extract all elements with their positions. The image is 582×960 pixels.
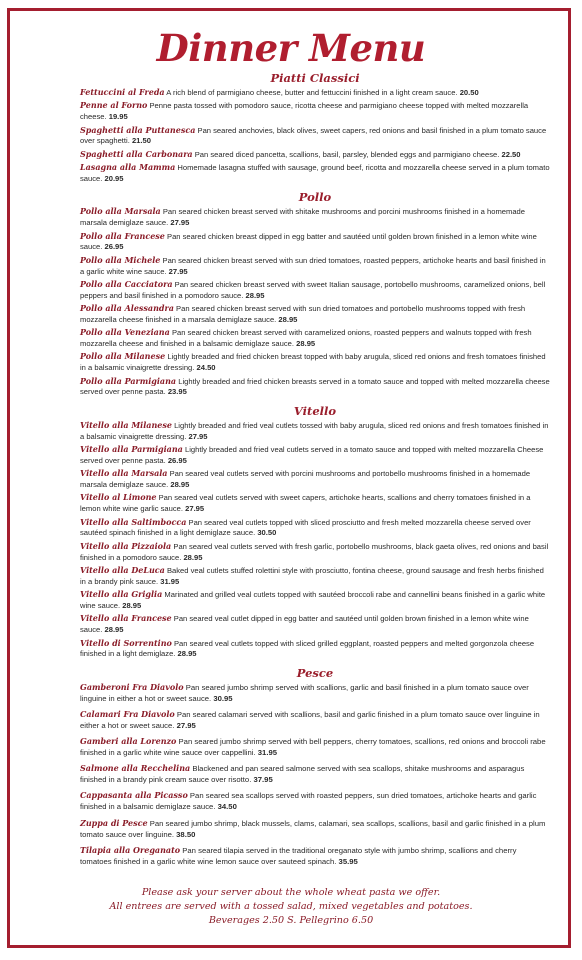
dish-description: Pan seared jumbo shrimp served with scallions, garlic and basil finished in a plum tomato sauce over linguine in either a hot or sweet sauce. xyxy=(80,682,529,703)
dish-price: 28.95 xyxy=(122,600,142,610)
menu-section-pollo xyxy=(80,186,550,398)
menu-item xyxy=(80,468,550,491)
menu-item xyxy=(80,255,550,278)
menu-item xyxy=(80,845,550,867)
menu-item xyxy=(80,100,550,123)
dish-description: Pan seared chicken breast served with shitake mushrooms and porcini mushrooms finished in a homemade marsala demiglaze sauce. xyxy=(80,207,526,228)
dish-name: Vitello al Limone xyxy=(80,492,157,503)
dish-description: Lightly breaded and fried veal cutlets tossed with baby arugula, sliced red onions and fresh tomatoes finished in a balsamic vinaigrette dressing. xyxy=(80,420,549,441)
dish-description: Pan seared veal cutlets served with fresh garlic, portobello mushrooms, black gaeta olives, red onions and basil finished in a pomodoro sauce. xyxy=(80,541,549,562)
dish-price: 35.95 xyxy=(338,856,358,866)
dish-name: Tilapia alla Oreganato xyxy=(80,844,181,855)
menu-item xyxy=(80,420,550,443)
dish-name: Vitello alla Parmigiana xyxy=(80,444,183,455)
dish-price: 19.95 xyxy=(108,112,128,122)
dish-description: Pan seared anchovies, black olives, sweet capers, red onions and basil finished in a plum tomato sauce over spaghetti. xyxy=(80,125,547,146)
footer-line-beverages: Beverages 2.50 S. Pellegrino 6.50 xyxy=(208,915,374,926)
dish-name: Gamberi alla Lorenzo xyxy=(80,736,177,747)
dish-price: 27.95 xyxy=(188,431,208,441)
dish-name: Calamari Fra Diavolo xyxy=(80,708,175,719)
dish-price: 24.50 xyxy=(196,363,216,373)
menu-item xyxy=(80,149,550,161)
menu-section-piatti-classici xyxy=(80,70,550,185)
menu-item xyxy=(80,763,550,785)
dish-name: Spaghetti alla Puttanesca xyxy=(80,124,196,135)
dish-price: 20.50 xyxy=(459,88,479,97)
dish-description: Pan seared chicken breast dipped in egg batter and sautéed until golden brown finished in a lemon white wine sauce. xyxy=(80,231,537,252)
menu-item xyxy=(80,541,550,564)
dish-name: Salmone alla Recchelina xyxy=(80,763,191,774)
menu-item xyxy=(80,790,550,812)
menu-item xyxy=(80,613,550,636)
footer-line-entrees: All entrees are served with a tossed salad, mixed vegetables and potatoes. xyxy=(109,901,473,912)
section-title: Vitello xyxy=(293,403,337,418)
menu-content xyxy=(80,70,550,872)
dish-price: 23.95 xyxy=(167,387,187,397)
dish-name: Cappasanta alla Picasso xyxy=(80,790,188,801)
dish-name: Pollo alla Marsala xyxy=(80,206,161,217)
dish-name: Vitello alla Francese xyxy=(80,613,172,624)
dish-price: 38.50 xyxy=(176,829,196,839)
menu-item xyxy=(80,517,550,540)
menu-item xyxy=(80,736,550,758)
dish-name: Penne al Forno xyxy=(80,100,148,111)
section-title: Pollo xyxy=(298,190,332,205)
menu-item xyxy=(80,638,550,661)
dish-description: Lightly breaded and fried veal cutlets served in a tomato sauce and topped with melted mozzarella Cheese served over penne pasta. xyxy=(80,445,544,465)
menu-item xyxy=(80,231,550,254)
dish-description: Pan seared chicken breast served with caramelized onions, roasted peppers and walnuts topped with fresh mozzarella cheese and finished in a balsamic demiglaze sauce. xyxy=(80,328,532,349)
dish-name: Vitello alla Pizzaiola xyxy=(80,540,172,551)
dish-description: Pan seared veal cutlets served with porcini mushrooms and portobello mushrooms finished in a homemade marsala demiglaze sauce. xyxy=(80,469,531,490)
dish-price: 28.95 xyxy=(170,480,190,490)
dish-price: 27.95 xyxy=(176,720,196,730)
dish-description: Pan seared veal cutlets served with sweet capers, artichoke hearts, scallions and cherry tomatoes finished in a lemon white wine garlic sauce. xyxy=(80,493,531,514)
dish-name: Pollo alla Parmigiana xyxy=(80,375,177,386)
dish-price: 27.95 xyxy=(170,218,190,228)
menu-section-vitello xyxy=(80,400,550,660)
menu-item xyxy=(80,492,550,515)
dish-price: 26.95 xyxy=(104,242,124,252)
dish-price: 28.95 xyxy=(278,314,298,324)
menu-item xyxy=(80,279,550,302)
menu-item xyxy=(80,162,550,185)
dish-name: Fettuccini al Freda xyxy=(80,87,165,97)
menu-item xyxy=(80,589,550,612)
dish-name: Pollo alla Cacciatora xyxy=(80,278,173,289)
dish-description: Pan seared chicken breast served with sun dried tomatoes and portobello mushrooms topped with fresh mozzarella cheese finished in a marsala demiglaze sauce. xyxy=(80,304,526,324)
dish-name: Pollo alla Alessandra xyxy=(80,303,174,314)
menu-item xyxy=(80,125,550,148)
dish-description: Pan seared veal cutlets topped with sliced grilled eggplant, roasted peppers and melted gorgonzola cheese finished in a light demiglaze. xyxy=(80,638,535,659)
dish-description: Pan seared jumbo shrimp, black mussels, clams, calamari, sea scallops, scallions, basil and garlic finished in a plum tomato sauce over linguine. xyxy=(80,818,546,839)
dish-description: Pan seared sea scallops served with roasted peppers, sun dried tomatoes, artichoke hearts and garlic finished in a balsamic demiglaze sauce. xyxy=(80,791,537,812)
menu-item xyxy=(80,206,550,229)
menu-item xyxy=(80,818,550,840)
section-title: Pesce xyxy=(296,665,334,680)
section-title: Piatti Classici xyxy=(270,71,360,85)
menu-item xyxy=(80,565,550,588)
dish-price: 37.95 xyxy=(253,775,273,785)
dish-price: 30.50 xyxy=(257,528,277,538)
dish-price: 34.50 xyxy=(217,802,237,812)
dish-description: Pan seared chicken breast served with sweet Italian sausage, portobello mushrooms, caramelized onions, bell peppers and basil finished in a pomodoro sauce. xyxy=(80,279,546,300)
dish-description: Pan seared chicken breast served with sun dried tomatoes, roasted peppers, artichoke hearts and basil finished in a garlic white wine sauce. xyxy=(80,255,546,276)
menu-item xyxy=(80,87,550,99)
dish-price: 30.95 xyxy=(213,693,233,703)
dish-description: Pan seared jumbo shrimp served with bell peppers, cherry tomatoes, scallions, red onions and broccoli rabe finished in a garlic white wine sauce over cappellini. xyxy=(80,737,546,758)
dish-price: 22.50 xyxy=(501,149,521,159)
dish-name: Pollo alla Veneziana xyxy=(80,327,170,338)
dish-description: Marinated and grilled veal cutlets topped with sautéed broccoli rabe and cannellini beans finished in a garlic white wine sauce. xyxy=(80,590,546,610)
dish-price: 28.95 xyxy=(104,625,124,635)
dish-description: Pan seared tilapia served in the traditional oreganato style with jumbo shrimp, scallions and cherry tomatoes finished in a garlic white wine lemon sauce over sauteed spinach. xyxy=(80,845,517,866)
dish-description: A rich blend of parmigiano cheese, butter and fettuccini finished in a light cream sauce. xyxy=(166,88,458,97)
dish-description: Baked veal cutlets stuffed rolettini style with prosciutto, fontina cheese, ground sausage and fresh herbs finished in a brandy pink sauce. xyxy=(80,565,544,586)
dish-name: Vitello alla Saltimbocca xyxy=(80,516,187,527)
dish-price: 28.95 xyxy=(245,290,265,300)
dish-price: 27.95 xyxy=(168,266,188,276)
dish-description: Blackened and pan seared salmone served with sea scallops, shitake mushrooms and asparagus finished in a brandy pink cream sauce over risotto. xyxy=(80,764,525,785)
dish-price: 26.95 xyxy=(167,455,187,465)
menu-item xyxy=(80,444,550,467)
dish-price: 20.95 xyxy=(104,173,124,183)
dish-description: Pan seared diced pancetta, scallions, basil, parsley, blended eggs and parmigiano cheese. xyxy=(194,149,500,159)
dish-name: Pollo alla Michele xyxy=(80,254,161,265)
dish-name: Vitello di Sorrentino xyxy=(80,637,172,648)
dish-description: Lightly breaded and fried chicken breast topped with baby arugula, sliced red onions and fresh tomatoes finished in a balsamic vinaigrette dressing. xyxy=(80,352,546,373)
dish-name: Lasagna alla Mamma xyxy=(80,162,176,173)
dish-price: 21.50 xyxy=(131,136,151,146)
dish-price: 28.95 xyxy=(177,649,197,659)
dish-name: Pollo alla Milanese xyxy=(80,351,166,362)
menu-title: Dinner Menu xyxy=(156,26,426,70)
menu-item xyxy=(80,709,550,731)
dish-description: Homemade lasagna stuffed with sausage, ground beef, ricotta and mozzarella cheese served in a plum tomato sauce. xyxy=(80,163,550,183)
dish-price: 27.95 xyxy=(185,504,205,514)
menu-section-pesce xyxy=(80,662,550,867)
menu-item xyxy=(80,303,550,326)
menu-item xyxy=(80,682,550,704)
dish-description: Pan seared veal cutlet dipped in egg batter and sautéed until golden brown finished in a lemon white wine sauce. xyxy=(80,614,529,635)
footer-line-wheat-pasta: Please ask your server about the whole wheat pasta we offer. xyxy=(141,887,441,898)
dish-name: Vitello alla DeLuca xyxy=(80,564,165,575)
dish-name: Pollo alla Francese xyxy=(80,230,165,241)
menu-footer xyxy=(0,886,582,928)
dish-name: Gamberoni Fra Diavolo xyxy=(80,681,184,692)
dish-price: 31.95 xyxy=(257,748,278,758)
menu-item xyxy=(80,351,550,374)
dish-price: 28.95 xyxy=(296,339,316,349)
dish-name: Zuppa di Pesce xyxy=(80,817,148,828)
dish-description: Pan seared calamari served with scallions, basil and garlic finished in a plum tomato sauce over linguine in either a hot or sweet sauce. xyxy=(80,709,540,730)
dish-price: 31.95 xyxy=(160,576,180,586)
dish-price: 28.95 xyxy=(183,552,203,562)
dish-name: Vitello alla Griglia xyxy=(80,589,163,600)
dish-name: Vitello alla Marsala xyxy=(80,468,168,479)
dish-description: Penne pasta tossed with pomodoro sauce, ricotta cheese and parmigiano cheese topped with melted mozzarella cheese. xyxy=(80,101,529,122)
dish-name: Vitello alla Milanese xyxy=(80,419,172,430)
dish-name: Spaghetti alla Carbonara xyxy=(80,148,193,159)
dish-description: Lightly breaded and fried chicken breasts served in a tomato sauce and topped with melted mozzarella cheese served over penne pasta. xyxy=(80,376,550,397)
menu-item xyxy=(80,376,550,399)
menu-item xyxy=(80,327,550,350)
dish-description: Pan seared veal cutlets topped with sliced prosciutto and fresh melted mozzarella cheese served over sautéed spinach finished in a light demiglaze sauce. xyxy=(80,517,531,538)
